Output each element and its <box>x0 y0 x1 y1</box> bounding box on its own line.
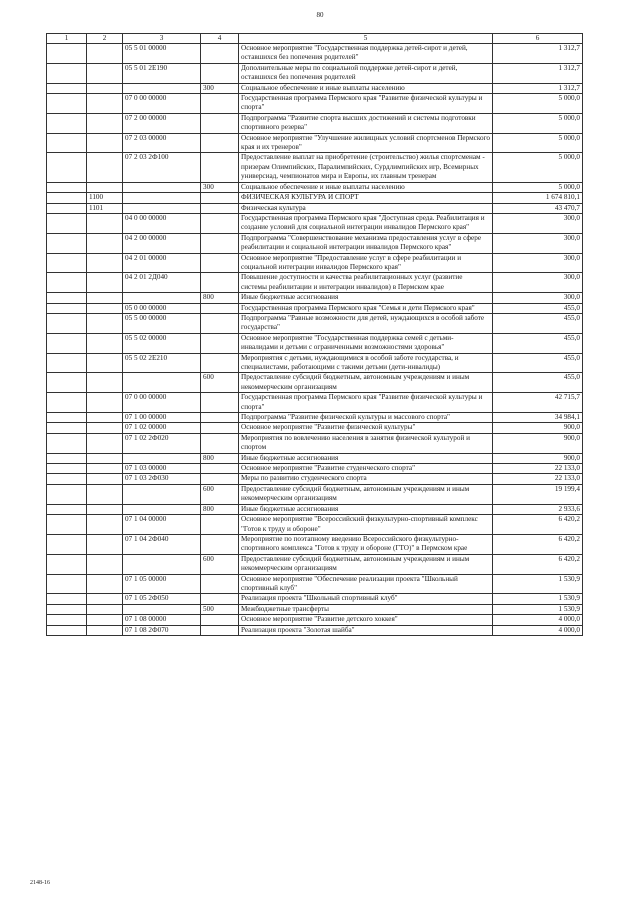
cell-target-article <box>123 453 201 463</box>
cell-amount: 34 984,1 <box>493 413 583 423</box>
cell-target-article: 07 2 00 00000 <box>123 113 201 133</box>
cell-section-code <box>87 303 123 313</box>
cell-col1 <box>47 433 87 453</box>
table-row <box>47 474 583 484</box>
table-row <box>47 393 583 413</box>
cell-description: Социальное обеспечение и иные выплаты населению <box>239 182 493 192</box>
table-row <box>47 615 583 625</box>
cell-col1 <box>47 313 87 333</box>
cell-amount: 900,0 <box>493 453 583 463</box>
cell-col1 <box>47 474 87 484</box>
cell-expense-type: 600 <box>201 373 239 393</box>
cell-target-article: 04 2 00 00000 <box>123 233 201 253</box>
column-header: 3 <box>123 34 201 44</box>
cell-expense-type <box>201 433 239 453</box>
cell-col1 <box>47 83 87 93</box>
table-row <box>47 353 583 373</box>
cell-description: Иные бюджетные ассигнования <box>239 453 493 463</box>
cell-col1 <box>47 94 87 114</box>
cell-col1 <box>47 393 87 413</box>
cell-amount: 1 312,7 <box>493 83 583 93</box>
cell-section-code: 1101 <box>87 203 123 213</box>
cell-expense-type <box>201 193 239 203</box>
cell-description: Основное мероприятие "Предоставление услуг в сфере реабилитации и социальной интеграции инвалидов Пермского края" <box>239 253 493 273</box>
cell-target-article: 07 1 04 2Ф040 <box>123 534 201 554</box>
cell-section-code <box>87 615 123 625</box>
cell-target-article <box>123 373 201 393</box>
cell-expense-type <box>201 44 239 64</box>
cell-amount: 6 420,2 <box>493 554 583 574</box>
cell-section-code <box>87 413 123 423</box>
cell-expense-type <box>201 574 239 594</box>
table-row <box>47 313 583 333</box>
cell-description: Основное мероприятие "Развитие студенческого спорта" <box>239 464 493 474</box>
table-row <box>47 113 583 133</box>
cell-description: Мероприятия с детьми, нуждающимися в особой заботе государства, и специалистами, работающими с такими детьми (дети-инвалиды) <box>239 353 493 373</box>
cell-expense-type <box>201 113 239 133</box>
cell-description: Государственная программа Пермского края "Семья и дети Пермского края" <box>239 303 493 313</box>
cell-target-article: 07 1 04 00000 <box>123 515 201 535</box>
cell-col1 <box>47 604 87 614</box>
cell-expense-type <box>201 313 239 333</box>
cell-description: Основное мероприятие "Государственная поддержка семей с детьми-инвалидами и детьми с ограниченными возможностями здоровья" <box>239 333 493 353</box>
table-row <box>47 253 583 273</box>
cell-amount: 1 530,9 <box>493 604 583 614</box>
cell-target-article: 07 1 03 2Ф030 <box>123 474 201 484</box>
cell-expense-type <box>201 423 239 433</box>
cell-expense-type <box>201 393 239 413</box>
table-row <box>47 554 583 574</box>
cell-section-code <box>87 554 123 574</box>
cell-expense-type <box>201 464 239 474</box>
table-row <box>47 233 583 253</box>
column-header: 2 <box>87 34 123 44</box>
cell-description: Основное мероприятие "Государственная поддержка детей-сирот и детей, оставшихся без попечения родителей" <box>239 44 493 64</box>
cell-description: Реализация проекта "Школьный спортивный клуб" <box>239 594 493 604</box>
column-header: 6 <box>493 34 583 44</box>
cell-section-code <box>87 534 123 554</box>
cell-expense-type <box>201 233 239 253</box>
cell-description: Государственная программа Пермского края "Развитие физической культуры и спорта" <box>239 393 493 413</box>
cell-col1 <box>47 453 87 463</box>
column-header: 1 <box>47 34 87 44</box>
cell-amount: 455,0 <box>493 313 583 333</box>
cell-col1 <box>47 594 87 604</box>
cell-description: Физическая культура <box>239 203 493 213</box>
cell-amount: 900,0 <box>493 433 583 453</box>
cell-col1 <box>47 133 87 153</box>
cell-col1 <box>47 193 87 203</box>
cell-description: Предоставление субсидий бюджетным, автономным учреждениям и иным некоммерческим организациям <box>239 373 493 393</box>
cell-amount: 455,0 <box>493 303 583 313</box>
cell-col1 <box>47 303 87 313</box>
table-row <box>47 413 583 423</box>
cell-section-code: 1100 <box>87 193 123 203</box>
cell-col1 <box>47 353 87 373</box>
cell-section-code <box>87 273 123 293</box>
cell-section-code <box>87 433 123 453</box>
cell-expense-type <box>201 303 239 313</box>
cell-target-article <box>123 504 201 514</box>
cell-description: Реализация проекта "Золотая шайба" <box>239 625 493 635</box>
table-row <box>47 303 583 313</box>
cell-col1 <box>47 253 87 273</box>
cell-amount: 1 312,7 <box>493 44 583 64</box>
table-row <box>47 293 583 303</box>
cell-section-code <box>87 213 123 233</box>
cell-description: Межбюджетные трансферты <box>239 604 493 614</box>
cell-amount: 455,0 <box>493 353 583 373</box>
cell-target-article: 07 1 08 00000 <box>123 615 201 625</box>
cell-section-code <box>87 253 123 273</box>
cell-description: Основное мероприятие "Всероссийский физкультурно-спортивный комплекс "Готов к труду и обороне" <box>239 515 493 535</box>
cell-description: Повышение доступности и качества реабилитационных услуг (развитие системы реабилитации и интеграции инвалидов) в Пермском крае <box>239 273 493 293</box>
cell-expense-type <box>201 413 239 423</box>
table-row <box>47 484 583 504</box>
cell-section-code <box>87 44 123 64</box>
cell-description: Основное мероприятие "Развитие детского хоккея" <box>239 615 493 625</box>
cell-amount: 1 530,9 <box>493 594 583 604</box>
cell-section-code <box>87 464 123 474</box>
cell-target-article: 04 2 01 00000 <box>123 253 201 273</box>
cell-target-article: 05 5 01 00000 <box>123 44 201 64</box>
cell-expense-type: 300 <box>201 83 239 93</box>
cell-col1 <box>47 293 87 303</box>
table-row <box>47 213 583 233</box>
cell-section-code <box>87 313 123 333</box>
cell-col1 <box>47 63 87 83</box>
cell-description: Подпрограмма "Развитие спорта высших достижений и системы подготовки спортивного резерва" <box>239 113 493 133</box>
table-row <box>47 63 583 83</box>
cell-section-code <box>87 333 123 353</box>
cell-section-code <box>87 594 123 604</box>
table-row <box>47 574 583 594</box>
cell-target-article: 07 1 03 00000 <box>123 464 201 474</box>
cell-target-article: 07 1 05 00000 <box>123 574 201 594</box>
cell-col1 <box>47 213 87 233</box>
cell-description: ФИЗИЧЕСКАЯ КУЛЬТУРА И СПОРТ <box>239 193 493 203</box>
cell-amount: 2 933,6 <box>493 504 583 514</box>
table-row <box>47 433 583 453</box>
table-row <box>47 515 583 535</box>
cell-amount: 6 420,2 <box>493 534 583 554</box>
cell-amount: 5 000,0 <box>493 133 583 153</box>
cell-section-code <box>87 474 123 484</box>
table-row <box>47 203 583 213</box>
cell-amount: 300,0 <box>493 253 583 273</box>
cell-amount: 455,0 <box>493 373 583 393</box>
table-row <box>47 133 583 153</box>
cell-description: Иные бюджетные ассигнования <box>239 504 493 514</box>
cell-target-article: 07 2 03 00000 <box>123 133 201 153</box>
cell-target-article: 07 1 02 00000 <box>123 423 201 433</box>
cell-amount: 900,0 <box>493 423 583 433</box>
cell-description: Иные бюджетные ассигнования <box>239 293 493 303</box>
table-row <box>47 534 583 554</box>
cell-amount: 455,0 <box>493 333 583 353</box>
cell-amount: 42 715,7 <box>493 393 583 413</box>
cell-section-code <box>87 133 123 153</box>
cell-section-code <box>87 515 123 535</box>
cell-amount: 1 312,7 <box>493 63 583 83</box>
cell-expense-type <box>201 203 239 213</box>
cell-expense-type: 600 <box>201 554 239 574</box>
cell-amount: 1 674 810,1 <box>493 193 583 203</box>
cell-description: Основное мероприятие "Развитие физической культуры" <box>239 423 493 433</box>
cell-target-article: 07 2 03 2Ф100 <box>123 153 201 182</box>
cell-expense-type <box>201 333 239 353</box>
cell-amount: 5 000,0 <box>493 94 583 114</box>
cell-description: Предоставление выплат на приобретение (строительство) жилья спортсменам - призерам Олимпийских, Паралимпийских, Сурдлимпийских игр, Всемирных универсиад, чемпионатов мира и Европы, их главным тренерам <box>239 153 493 182</box>
cell-col1 <box>47 113 87 133</box>
table-row <box>47 373 583 393</box>
footer-code: 2148-16 <box>30 880 50 886</box>
cell-description: Мероприятия по вовлечению населения в занятия физической культурой и спортом <box>239 433 493 453</box>
table-header-row <box>47 34 583 44</box>
table-row <box>47 453 583 463</box>
table-row <box>47 333 583 353</box>
cell-target-article <box>123 604 201 614</box>
cell-expense-type <box>201 534 239 554</box>
cell-section-code <box>87 504 123 514</box>
cell-description: Предоставление субсидий бюджетным, автономным учреждениям и иным некоммерческим организациям <box>239 554 493 574</box>
cell-col1 <box>47 484 87 504</box>
cell-section-code <box>87 393 123 413</box>
table-row <box>47 464 583 474</box>
table-row <box>47 504 583 514</box>
cell-col1 <box>47 534 87 554</box>
cell-target-article <box>123 554 201 574</box>
page-number: 80 <box>316 11 324 19</box>
cell-description: Государственная программа Пермского края "Развитие физической культуры и спорта" <box>239 94 493 114</box>
cell-description: Подпрограмма "Развитие физической культуры и массового спорта" <box>239 413 493 423</box>
cell-target-article: 05 5 00 00000 <box>123 313 201 333</box>
cell-description: Государственная программа Пермского края "Доступная среда. Реабилитация и создание условий для социальной интеграции инвалидов Пермского края" <box>239 213 493 233</box>
cell-section-code <box>87 574 123 594</box>
table-row <box>47 44 583 64</box>
cell-expense-type <box>201 153 239 182</box>
table-row <box>47 193 583 203</box>
cell-description: Основное мероприятие "Обеспечение реализации проекта "Школьный спортивный клуб" <box>239 574 493 594</box>
cell-expense-type <box>201 353 239 373</box>
cell-amount: 300,0 <box>493 293 583 303</box>
cell-target-article: 05 5 01 2Е190 <box>123 63 201 83</box>
cell-amount: 43 470,7 <box>493 203 583 213</box>
cell-expense-type <box>201 213 239 233</box>
cell-target-article <box>123 293 201 303</box>
table-row <box>47 625 583 635</box>
cell-col1 <box>47 333 87 353</box>
table-row <box>47 423 583 433</box>
cell-description: Меры по развитию студенческого спорта <box>239 474 493 484</box>
table-row <box>47 273 583 293</box>
cell-amount: 5 000,0 <box>493 182 583 192</box>
cell-section-code <box>87 373 123 393</box>
cell-amount: 300,0 <box>493 213 583 233</box>
cell-expense-type <box>201 615 239 625</box>
cell-expense-type <box>201 133 239 153</box>
cell-section-code <box>87 353 123 373</box>
cell-target-article <box>123 182 201 192</box>
cell-col1 <box>47 615 87 625</box>
cell-col1 <box>47 44 87 64</box>
cell-section-code <box>87 94 123 114</box>
cell-col1 <box>47 515 87 535</box>
cell-target-article: 05 0 00 00000 <box>123 303 201 313</box>
cell-col1 <box>47 625 87 635</box>
cell-expense-type: 500 <box>201 604 239 614</box>
cell-amount: 5 000,0 <box>493 113 583 133</box>
cell-section-code <box>87 113 123 133</box>
column-header: 5 <box>239 34 493 44</box>
cell-section-code <box>87 453 123 463</box>
table-body <box>47 44 583 636</box>
cell-section-code <box>87 484 123 504</box>
cell-description: Основное мероприятие "Улучшение жилищных условий спортсменов Пермского края и их тренеров" <box>239 133 493 153</box>
cell-expense-type: 800 <box>201 504 239 514</box>
cell-section-code <box>87 293 123 303</box>
table-row <box>47 604 583 614</box>
cell-amount: 300,0 <box>493 233 583 253</box>
cell-target-article: 07 0 00 00000 <box>123 393 201 413</box>
cell-amount: 19 199,4 <box>493 484 583 504</box>
cell-expense-type <box>201 594 239 604</box>
cell-section-code <box>87 423 123 433</box>
cell-section-code <box>87 625 123 635</box>
cell-target-article: 07 1 08 2Ф070 <box>123 625 201 635</box>
cell-amount: 300,0 <box>493 273 583 293</box>
cell-target-article <box>123 203 201 213</box>
cell-expense-type: 600 <box>201 484 239 504</box>
cell-expense-type <box>201 625 239 635</box>
cell-description: Дополнительные меры по социальной поддержке детей-сирот и детей, оставшихся без попечения родителей <box>239 63 493 83</box>
cell-amount: 5 000,0 <box>493 153 583 182</box>
cell-target-article: 07 1 00 00000 <box>123 413 201 423</box>
cell-expense-type: 300 <box>201 182 239 192</box>
table-row <box>47 83 583 93</box>
cell-section-code <box>87 604 123 614</box>
cell-description: Подпрограмма "Совершенствование механизма предоставления услуг в сфере реабилитации и социальной интеграции инвалидов Пермского края" <box>239 233 493 253</box>
cell-expense-type <box>201 63 239 83</box>
cell-target-article: 05 5 02 00000 <box>123 333 201 353</box>
cell-section-code <box>87 182 123 192</box>
cell-target-article: 04 0 00 00000 <box>123 213 201 233</box>
cell-section-code <box>87 83 123 93</box>
cell-expense-type <box>201 474 239 484</box>
cell-expense-type <box>201 94 239 114</box>
cell-col1 <box>47 413 87 423</box>
cell-amount: 4 000,0 <box>493 625 583 635</box>
cell-description: Подпрограмма "Равные возможности для детей, нуждающихся в особой заботе государства" <box>239 313 493 333</box>
column-header: 4 <box>201 34 239 44</box>
cell-col1 <box>47 373 87 393</box>
table-row <box>47 153 583 182</box>
cell-col1 <box>47 233 87 253</box>
cell-col1 <box>47 203 87 213</box>
cell-section-code <box>87 153 123 182</box>
cell-description: Мероприятие по поэтапному введению Всероссийского физкультурно-спортивного комплекса "Готов к труду и обороне (ГТО)" в Пермском крае <box>239 534 493 554</box>
cell-section-code <box>87 233 123 253</box>
cell-target-article <box>123 83 201 93</box>
cell-col1 <box>47 153 87 182</box>
cell-expense-type <box>201 273 239 293</box>
table-row <box>47 182 583 192</box>
cell-expense-type: 800 <box>201 453 239 463</box>
cell-amount: 22 133,0 <box>493 474 583 484</box>
cell-target-article: 07 1 05 2Ф050 <box>123 594 201 604</box>
budget-table <box>46 33 583 636</box>
cell-target-article: 07 0 00 00000 <box>123 94 201 114</box>
cell-section-code <box>87 63 123 83</box>
cell-amount: 1 530,9 <box>493 574 583 594</box>
cell-expense-type <box>201 253 239 273</box>
cell-col1 <box>47 423 87 433</box>
cell-col1 <box>47 574 87 594</box>
cell-target-article <box>123 193 201 203</box>
cell-description: Предоставление субсидий бюджетным, автономным учреждениям и иным некоммерческим организациям <box>239 484 493 504</box>
cell-target-article <box>123 484 201 504</box>
cell-col1 <box>47 464 87 474</box>
table-row <box>47 94 583 114</box>
cell-target-article: 07 1 02 2Ф020 <box>123 433 201 453</box>
cell-col1 <box>47 273 87 293</box>
cell-col1 <box>47 504 87 514</box>
cell-expense-type <box>201 515 239 535</box>
cell-col1 <box>47 182 87 192</box>
cell-target-article: 05 5 02 2Е210 <box>123 353 201 373</box>
cell-amount: 6 420,2 <box>493 515 583 535</box>
table-row <box>47 594 583 604</box>
cell-col1 <box>47 554 87 574</box>
cell-expense-type: 800 <box>201 293 239 303</box>
cell-target-article: 04 2 01 2Д040 <box>123 273 201 293</box>
cell-description: Социальное обеспечение и иные выплаты населению <box>239 83 493 93</box>
cell-amount: 4 000,0 <box>493 615 583 625</box>
cell-amount: 22 133,0 <box>493 464 583 474</box>
